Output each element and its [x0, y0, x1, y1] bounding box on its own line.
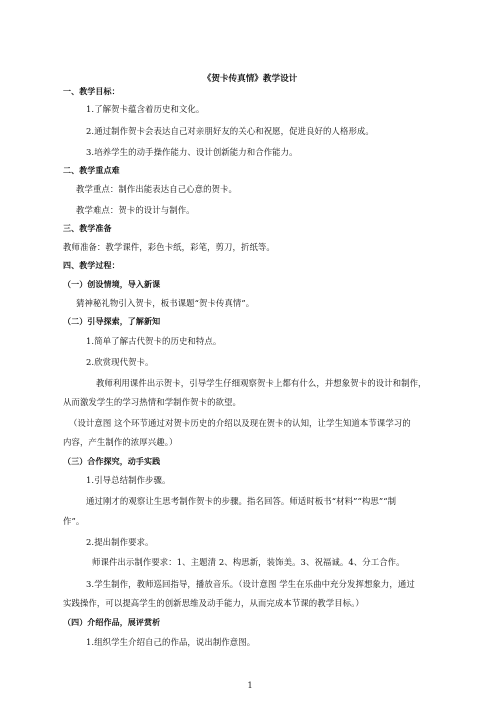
body-line: 猜神秘礼物引入贺卡，板书课题“贺卡传真情”。: [76, 298, 255, 308]
page-number: 1: [247, 681, 253, 690]
body-line: 3.培养学生的动手操作能力、设计创新能力和合作能力。: [86, 147, 298, 157]
body-line: 从而激发学生的学习热情和学制作贺卡的欲望。: [63, 397, 241, 407]
body-line: 2.提出制作要求。: [86, 537, 154, 547]
subsection-heading: （四）介绍作品，展评赏析: [63, 618, 161, 627]
section-heading: 二、教学重点难: [63, 166, 120, 175]
body-line: 1.简单了解古代贺卡的历史和特点。: [86, 336, 222, 346]
subsection-heading: （二）引导探索，了解新知: [63, 317, 161, 326]
body-line: 2.欣赏现代贺卡。: [86, 357, 154, 367]
body-line: 1.组织学生介绍自己的作品，说出制作意图。: [86, 637, 256, 647]
body-line: 3.学生制作，教师巡回指导，播放音乐。（设计意图 学生在乐曲中充分发挥想象力，通过: [86, 579, 415, 589]
body-line: 2.通过制作贺卡会表达自己对亲朋好友的关心和祝愿，促进良好的人格形成。: [86, 126, 374, 136]
body-line: 内容，产生制作的浓厚兴趣。）: [63, 437, 178, 447]
section-heading: 三、教学准备: [63, 224, 112, 233]
body-line: 实践操作，可以提高学生的创新思维及动手能力，从而完成本节课的教学目标。）: [63, 598, 364, 608]
body-line: 教学重点：制作出能表达自己心意的贺卡。: [76, 184, 238, 194]
body-line: （设计意图 这个环节通过对贺卡历史的介绍以及现在贺卡的认知，让学生知道本节课学习的: [69, 418, 411, 428]
body-line: 通过刚才的观察让生思考制作贺卡的步骤。指名回答。师适时板书“材料”“构思”“制: [86, 496, 397, 506]
body-line: 1.引导总结制作步骤。: [86, 475, 171, 485]
body-line: 1.了解贺卡蕴含着历史和文化。: [86, 104, 205, 114]
body-line: 师课件出示制作要求：1、主题清 2、构思新，装饰美。3、祝福诚。4、分工合作。: [92, 557, 405, 567]
subsection-heading: （三）合作探究，动手实践: [63, 457, 161, 466]
body-line: 教师利用课件出示贺卡，引导学生仔细观察贺卡上都有什么，并想象贺卡的设计和制作，: [96, 378, 427, 388]
body-line: 教学难点：贺卡的设计与制作。: [76, 205, 195, 215]
section-heading: 一、教学目标：: [63, 87, 120, 96]
section-heading: 四、教学过程：: [63, 261, 120, 270]
body-line: 作”。: [63, 516, 85, 526]
document-title: 《贺卡传真情》教学设计: [202, 74, 298, 84]
subsection-heading: （一）创设情境，导入新课: [63, 280, 161, 289]
body-line: 教师准备：教学课件，彩色卡纸，彩笔，剪刀，折纸等。: [63, 242, 275, 252]
